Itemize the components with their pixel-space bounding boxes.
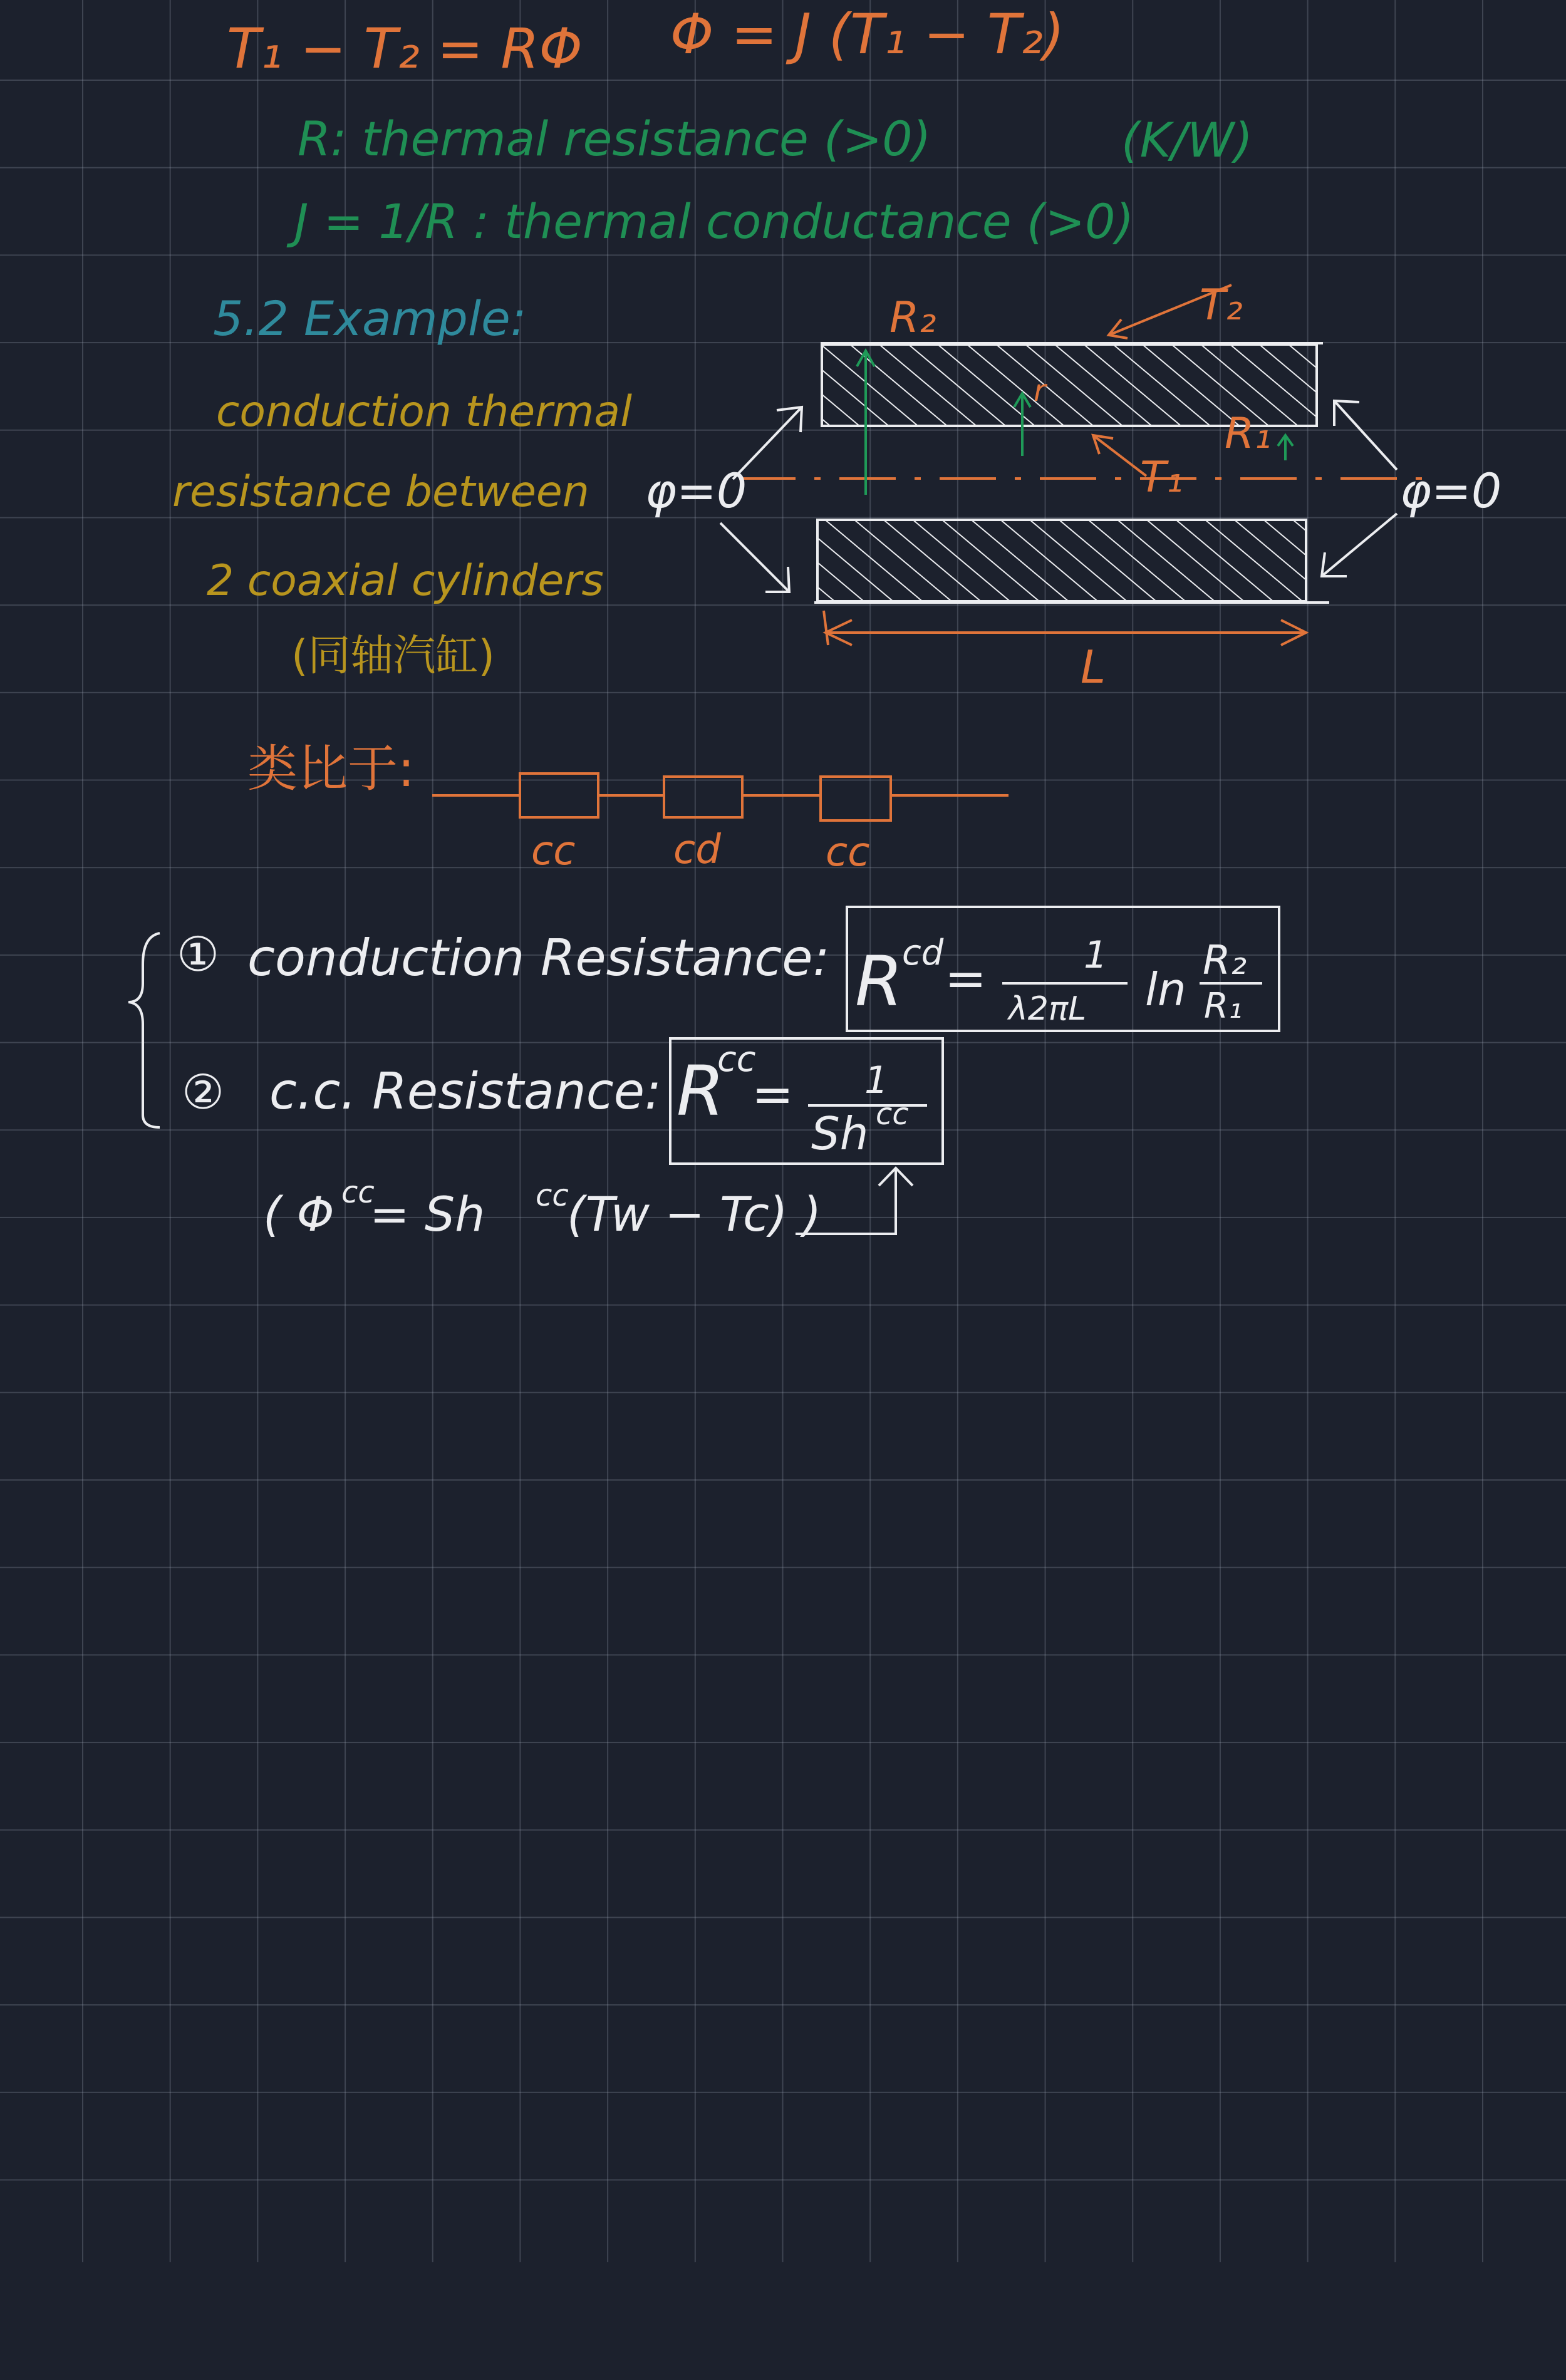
circuit-label-2: cd (673, 827, 721, 873)
resistor-cd (664, 777, 742, 817)
formula2-den-sup: cc (876, 1097, 909, 1132)
circuit-label-3: cc (826, 829, 870, 876)
item1-number: ① (177, 926, 220, 982)
j-definition: J = 1/R : thermal conductance (>0) (294, 194, 1134, 249)
example-line3: 2 coaxial cylinders (207, 556, 604, 606)
lower-hatched-wall (817, 520, 1306, 601)
label-r: r (1034, 373, 1046, 408)
example-line2: resistance between (172, 467, 589, 517)
circuit-title: 类比于: (247, 740, 415, 798)
left-brace (128, 933, 160, 1127)
example-line1: conduction thermal (216, 387, 632, 437)
note-rest: = Sh (370, 1186, 485, 1242)
formula2-sup: cc (717, 1039, 756, 1080)
bottom-margin (0, 2262, 1566, 2380)
formula1-ratio-den: R₁ (1204, 986, 1243, 1027)
note-sup2: cc (536, 1178, 569, 1213)
item2-text: c.c. Resistance: (269, 1062, 661, 1120)
note-start: ( Φ (263, 1186, 334, 1242)
formula1-frac-num: 1 (1084, 933, 1108, 977)
header-eq2: Φ = J (T₁ − T₂) (670, 2, 1065, 66)
item1-text: conduction Resistance: (247, 929, 830, 987)
label-T2: T₂ (1200, 281, 1243, 330)
label-phi-left: φ=0 (645, 463, 747, 519)
formula1-sup: cd (902, 933, 944, 973)
resistor-circuit (432, 773, 1009, 820)
circuit-label-1: cc (531, 828, 576, 874)
resistor-cc-2 (821, 777, 891, 820)
header-eq1: T₁ − T₂ = RΦ (227, 16, 583, 81)
formula1-eq: = (945, 949, 987, 1008)
formula1-ratio-num: R₂ (1203, 938, 1247, 984)
resistor-cc-1 (520, 773, 598, 817)
note-sup: cc (341, 1175, 375, 1210)
r-definition: R: thermal resistance (>0) (298, 111, 931, 167)
cylinder-diagram (645, 281, 1501, 693)
label-R2: R₂ (889, 293, 936, 343)
formula2-lhs: R (677, 1051, 725, 1131)
label-L: L (1081, 641, 1106, 693)
formula1-frac-den: λ2πL (1009, 990, 1087, 1028)
formula2-eq: = (752, 1065, 794, 1124)
item2-number: ② (182, 1064, 225, 1120)
label-T1: T₁ (1140, 453, 1183, 502)
formula1-ln: ln (1145, 963, 1186, 1016)
example-line4: (同轴汽缸) (291, 631, 495, 681)
formula1-lhs: R (855, 941, 903, 1022)
formula2-frac-den: Sh (811, 1107, 869, 1160)
formula2-frac-num: 1 (864, 1058, 889, 1102)
note-tail: (Tw − Tc) ) (567, 1186, 822, 1242)
example-title: 5.2 Example: (213, 291, 527, 346)
r-unit: (K/W) (1121, 112, 1253, 168)
label-R1: R₁ (1225, 409, 1272, 458)
label-phi-right: φ=0 (1400, 463, 1502, 519)
